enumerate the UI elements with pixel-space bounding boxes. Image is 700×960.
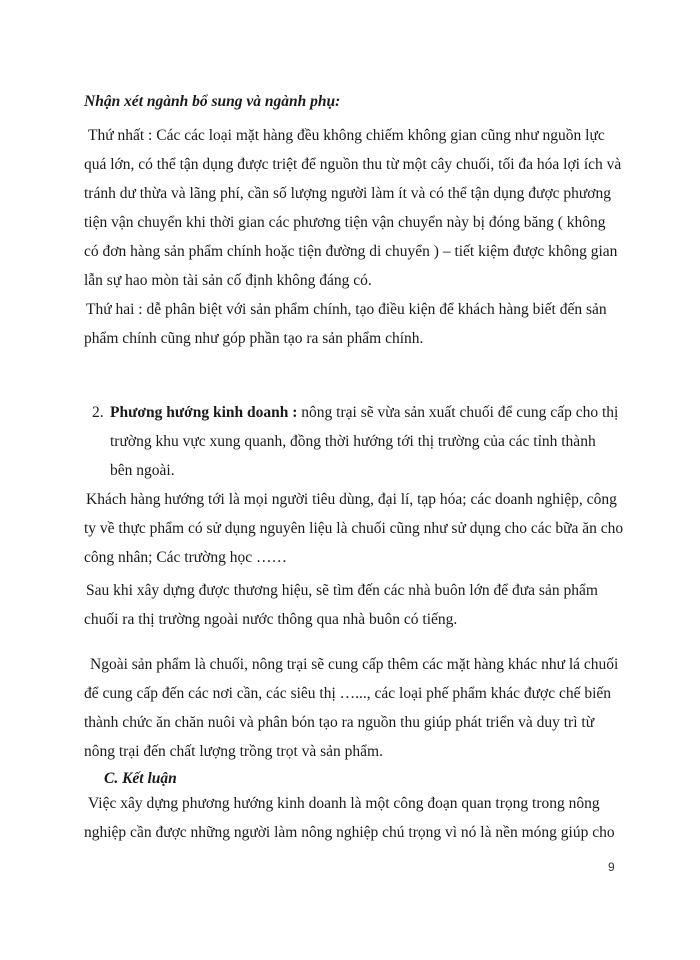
page-number: 9 [608, 860, 615, 874]
paragraph-other-products: Ngoài sản phẩm là chuối, nông trại sẽ cung cấp thêm các mặt hàng khác như lá chuối để cung cấp đến các nơi cần, các siêu thị …..., các loại phế phẩm khác được chế biến thành chức ăn chăn nuôi và phân bón tạo ra nguồn thu giúp phát triển và duy trì từ nông trại đến chất lượng trồng trọt và sản phẩm. [84, 656, 619, 760]
heading-supplementary-industries: Nhận xét ngành bổ sung và ngành phụ: [84, 93, 341, 110]
paragraph-brand-expansion: Sau khi xây dựng được thương hiệu, sẽ tìm đến các nhà buôn lớn để đưa sản phẩm chuối ra thị trường ngoài nước thông qua nhà buôn có tiếng. [84, 582, 598, 628]
paragraph-target-customers: Khách hàng hướng tới là mọi người tiêu dùng, đại lí, tạp hóa; các doanh nghiệp, công ty về thực phẩm có sử dụng nguyên liệu là chuối cũng như sử dụng cho các bữa ăn cho công nhân; Các trường học …… [84, 491, 624, 566]
section-c-heading: C. Kết luận [104, 770, 177, 787]
list-item-text: nông trại sẽ vừa sản xuất chuối để cung cấp cho thị trường khu vực xung quanh, đồng thời hướng tới thị trường của các tỉnh thành bên ngoài. [110, 404, 619, 479]
paragraph-first-point: Thứ nhất : Các các loại mặt hàng đều không chiếm không gian cũng như nguồn lực quá lớn, có thể tận dụng được triệt để nguồn thu từ một cây chuối, tối đa hóa lợi ích và tránh dư thừa và lãng phí, cần số lượng người làm ít và có thể tận dụng được phương tiện vận chuyển khi thời gian các phương tiện vận chuyển này bị đóng băng ( không có đơn hàng sản phẩm chính hoặc tiện đường di chuyển ) – tiết kiệm được không gian lẫn sự hao mòn tài sản cố định không đáng có. [84, 127, 622, 289]
paragraph-second-point: Thứ hai : dễ phân biệt với sản phẩm chính, tạo điều kiện để khách hàng biết đến sản phẩm chính cũng như góp phần tạo ra sản phẩm chính. [84, 301, 607, 347]
list-item-number: 2. [92, 404, 104, 421]
paragraph-conclusion: Việc xây dựng phương hướng kinh doanh là một công đoạn quan trọng trong nông nghiệp cần được những người làm nông nghiệp chú trọng vì nó là nền móng giúp cho [84, 795, 615, 841]
list-item-title: Phương hướng kinh doanh : [110, 404, 298, 421]
list-item-business-direction [110, 398, 620, 485]
